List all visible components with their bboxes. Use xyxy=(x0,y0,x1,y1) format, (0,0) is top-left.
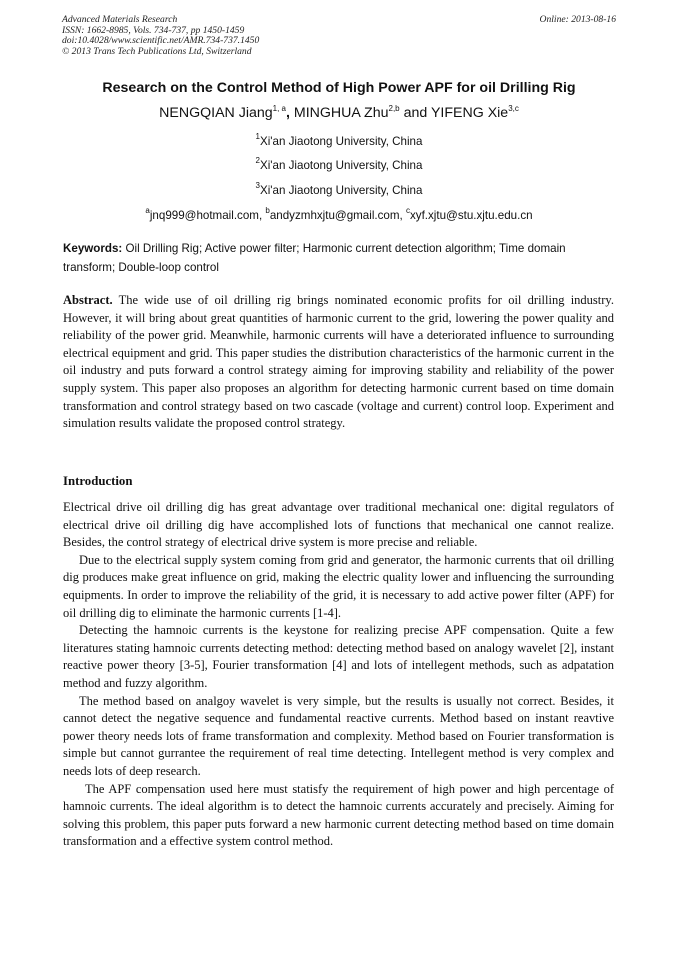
abstract-label: Abstract. xyxy=(63,293,113,307)
paper-title: Research on the Control Method of High Power APF for oil Drilling Rig xyxy=(102,80,576,96)
author-separator: and xyxy=(399,105,431,121)
body-paragraph: Due to the electrical supply system coming from grid and generator, the harmonic currents that oil drilling dig produces make great influence on grid, making the electric quality lower and influencing the surrounding equipments. In order to improve the reliability of the grid, it is necessary to add active power filter (APF) for oil drilling dig to eliminate the harmonic currents [1-4]. xyxy=(63,552,614,620)
affiliation xyxy=(0,132,678,148)
email-sup: b xyxy=(265,206,270,215)
author-name: NENGQIAN Jiang xyxy=(159,105,273,121)
affiliation-sup: 3 xyxy=(255,181,260,190)
body-paragraph: The APF compensation used here must statisfy the requirement of high power and high percentage of hamnoic currents. The ideal algorithm is to detect the hamnoic currents accurately and precisely. Aiming for solving this problem, this paper puts forward a new harmonic current detecting method based on time domain transformation and a effective system control method. xyxy=(63,781,614,849)
body-paragraph: The method based on analgoy wavelet is very simple, but the results is usually not correct. Besides, it cannot detect the negative sequence and fundamental reactive currents. Method based on instant reavtive power theory needs lots of frame transformation and complexity. Method based on Fourier transformation is simple but cannot gurrantee the requirement of real time detecting. Intellegent method is very complex and needs lots of deep research. xyxy=(63,693,614,778)
affiliation-text: Xi'an Jiaotong University, China xyxy=(259,159,423,172)
affiliation xyxy=(0,156,678,172)
author-sup: 3,c xyxy=(508,104,519,113)
author-sup: 2,b xyxy=(388,104,400,113)
author-list xyxy=(0,105,678,121)
journal-header xyxy=(62,15,616,57)
keywords xyxy=(63,240,614,277)
affiliation-sup: 2 xyxy=(255,156,260,165)
journal-name: Advanced Materials Research xyxy=(62,14,178,25)
email-sup: c xyxy=(405,206,410,215)
issn-line: ISSN: 1662-8985, Vols. 734-737, pp 1450-1459 xyxy=(62,24,245,36)
section-heading-introduction: Introduction xyxy=(63,474,133,488)
keywords-label: Keywords: xyxy=(63,242,123,255)
affiliation-text: Xi'an Jiaotong University, China xyxy=(259,184,423,197)
abstract-text: The wide use of oil drilling rig brings nominated economic profits for oil drilling industry. However, it will bring about great quantities of harmonic current to the grid, lowering the power quality and reliability of the power grid. Meanwhile, harmonic currents will have a deteriorated influence to surrounding electrical equipment and grid. This paper studies the distribution characteristics of the harmonic current in the oil industry and puts forward a control strategy aiming for improving stability and reliability of the power supply system. This paper also proposes an algorithm for detecting harmonic current based on time domain transformation and control strategy based on two cascade (voltage and current) control loop. Experiment and simulation results validate the proposed control strategy. xyxy=(63,293,614,431)
copyright-line: © 2013 Trans Tech Publications Ltd, Switzerland xyxy=(62,45,252,57)
abstract xyxy=(63,292,614,433)
author-name: YIFENG Xie xyxy=(430,105,509,121)
author-separator: , xyxy=(286,105,294,121)
body-paragraph: Electrical drive oil drilling dig has great advantage over traditional mechanical one: digital regulators of electrical drive oil drilling dig have accomplished lots of functions that mechanical one cannot realize. Besides, the control strategy of electrical drive system is more precise and reliable. xyxy=(63,500,614,550)
email-text: andyzmhxjtu@gmail.com, xyxy=(269,209,406,222)
affiliation xyxy=(0,181,678,197)
introduction-body xyxy=(63,499,614,851)
online-date: Online: 2013-08-16 xyxy=(539,14,616,25)
email-text: xyf.xjtu@stu.xjtu.edu.cn xyxy=(409,209,533,222)
email-sup: a xyxy=(145,206,150,215)
email-line xyxy=(0,206,678,222)
email-text: jnq999@hotmail.com, xyxy=(149,209,266,222)
doi-line: doi:10.4028/www.scientific.net/AMR.734-737.1450 xyxy=(62,35,260,47)
author-sup: 1, a xyxy=(272,104,286,113)
body-paragraph: Detecting the hamnoic currents is the keystone for realizing precise APF compensation. Quite a few literatures stating hamnoic currents detecting method: detecting method based on analogy wavelet [2], instant reactive power theory [3-5], Fourier transformation [4] and lots of intellegent methods, such as adpatation method and fuzzy algorithm. xyxy=(63,623,614,690)
affiliation-text: Xi'an Jiaotong University, China xyxy=(259,135,423,148)
keywords-text: Oil Drilling Rig; Active power filter; Harmonic current detection algorithm; Time domain transform; Double-loop control xyxy=(63,242,566,274)
affiliation-sup: 1 xyxy=(255,132,260,141)
author-name: MINGHUA Zhu xyxy=(293,105,389,121)
